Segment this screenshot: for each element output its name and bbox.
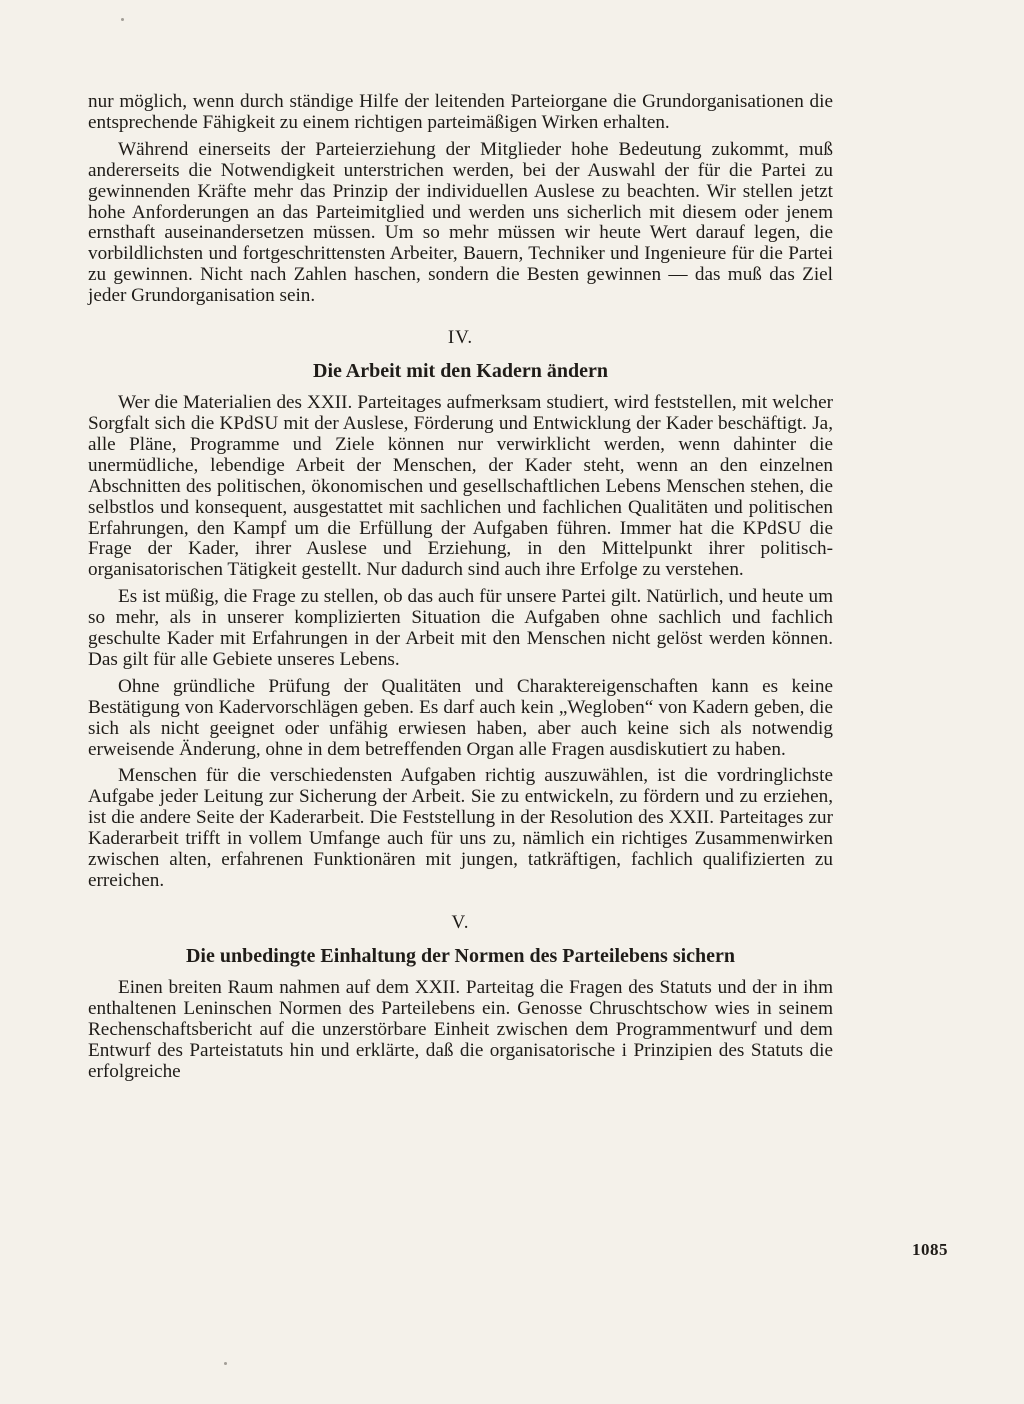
- section-number-v: V.: [451, 911, 470, 933]
- section-title-kader: Die Arbeit mit den Kadern ändern: [313, 360, 608, 383]
- page-body: [88, 92, 833, 1088]
- paragraph-kader-4: Menschen für die verschiedensten Aufgaben richtig auszuwählen, ist die vordringlichste Aufgabe jeder Leitung zur Sicherung der Arbeit. Sie zu entwickeln, zu fördern und zu erziehen, ist die andere Seite der Kaderarbeit. Die Feststellung in der Resolution des XXII. Parteitages zur Kaderarbeit trifft in vollem Umfange auch für uns zu, nämlich ein richtiges Zusammenwirken zwischen alten, erfahrenen Funktionären mit jungen, tatkräftigen, fachlich qualifizierten zu erreichen.: [88, 765, 833, 891]
- paper-speck: [121, 18, 124, 21]
- paragraph-kader-3: Ohne gründliche Prüfung der Qualitäten und Charaktereigenschaften kann es keine Bestätigung von Kadervorschlägen geben. Es darf auch kein „Wegloben“ von Kadern geben, die sich als nicht geeignet oder unfähig erwiesen haben, aber auch keine sich als notwendig erweisende Änderung, ohne in dem betreffenden Organ alle Fragen ausdiskutiert zu haben.: [88, 675, 833, 760]
- paper-speck: [224, 1362, 227, 1365]
- section-number-iv: IV.: [447, 327, 474, 349]
- paragraph-kader-1: Wer die Materialien des XXII. Parteitages aufmerksam studiert, wird feststellen, mit welcher Sorgfalt sich die KPdSU mit der Auslese, Förderung und Entwicklung der Kader beschäftigt. Ja, alle Pläne, Programme und Ziele können nur verwirklicht werden, wenn dahinter die unermüdliche, lebendige Arbeit der Menschen, der Kader steht, wenn an den einzelnen Abschnitten des politischen, ökonomischen und gesellschaftlichen Lebens Menschen stehen, die selbstlos und konsequent, ausgestattet mit sachlichen und fachlichen Qualitäten und politischen Erfahrungen, den Kampf um die Erfüllung der Aufgaben führen. Immer hat die KPdSU die Frage der Kader, ihrer Auslese und Erziehung, in den Mittelpunkt ihrer politisch-organisatorischen Tätigkeit gestellt. Nur dadurch sind auch ihre Erfolge zu verstehen.: [88, 392, 833, 581]
- section-title-normen: Die unbedingte Einhaltung der Normen des Parteilebens sichern: [185, 944, 736, 967]
- paragraph-kader-2: Es ist müßig, die Frage zu stellen, ob das auch für unsere Partei gilt. Natürlich, und heute um so mehr, als in unserer komplizierten Situation die Aufgaben ohne sachlich und fachlich geschulte Kader mit Erfahrungen in der Arbeit mit den Menschen nicht gelöst werden können. Das gilt für alle Gebiete unseres Lebens.: [88, 586, 833, 670]
- paragraph-normen-1: Einen breiten Raum nahmen auf dem XXII. Parteitag die Fragen des Statuts und der in ihm enthaltenen Leninschen Normen des Parteilebens ein. Genosse Chruschtschow wies in seinem Rechenschaftsbericht auf die unzerstörbare Einheit zwischen dem Programmentwurf und dem Entwurf des Parteistatuts hin und erklärte, daß die organisatorische i Prinzipien des Statuts die erfolgreiche: [88, 976, 833, 1082]
- paragraph-intro-continuation: nur möglich, wenn durch ständige Hilfe der leitenden Parteiorgane die Grundorganisationen die entsprechende Fähigkeit zu einem richtigen parteimäßigen Wirken erhalten.: [88, 91, 833, 133]
- page-number: 1085: [912, 1240, 948, 1259]
- paragraph-party-education: Während einerseits der Parteierziehung der Mitglieder hohe Bedeutung zukommt, muß andererseits die Notwendigkeit unterstrichen werden, bei der Auswahl der für die Partei zu gewinnenden Kräfte mehr das Prinzip der individuellen Auslese zu beachten. Wir stellen jetzt hohe Anforderungen an das Parteimitglied und werden uns sicherlich mit diesem oder jenem ernsthaft auseinandersetzen müssen. Um so mehr müssen wir heute Wert darauf legen, die vorbildlichsten und fortgeschrittensten Arbeiter, Bauern, Techniker und Ingenieure für die Partei zu gewinnen. Nicht nach Zahlen haschen, sondern die Besten gewinnen — das muß das Ziel jeder Grundorganisation sein.: [88, 138, 833, 307]
